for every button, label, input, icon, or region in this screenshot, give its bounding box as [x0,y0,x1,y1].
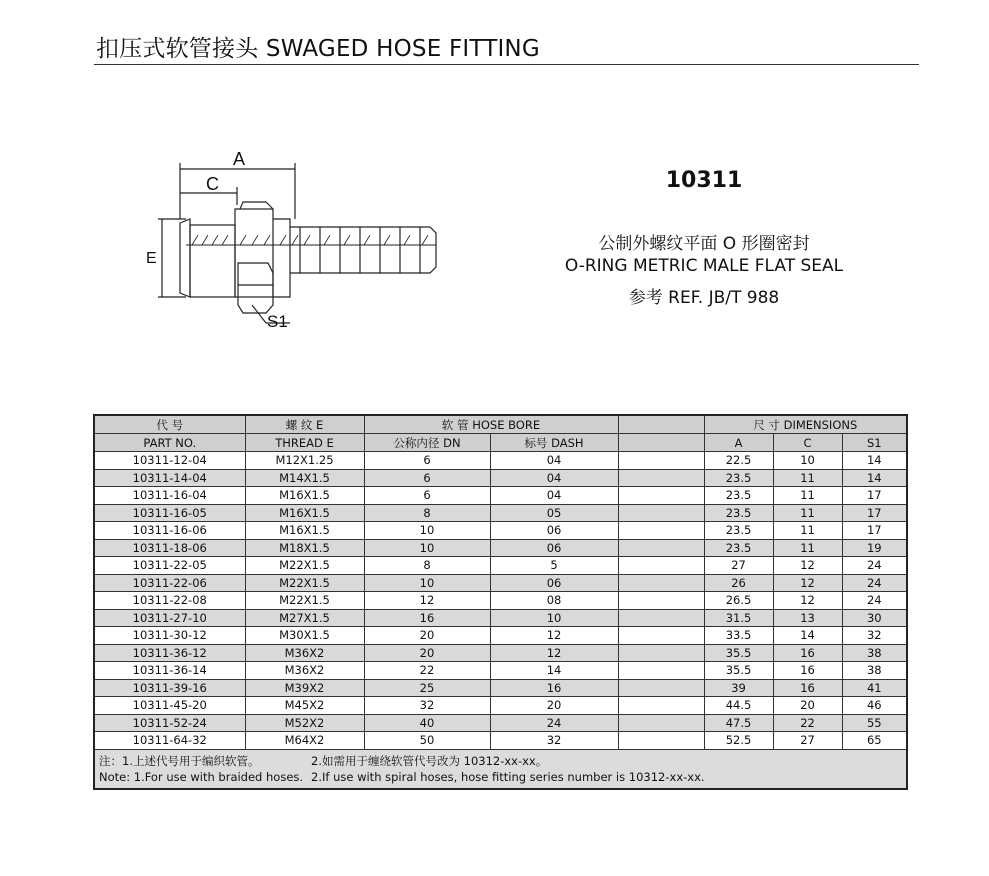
cell-a: 35.5 [704,662,773,680]
reference-standard: 参考 REF. JB/T 988 [628,288,780,308]
cell-blank [618,644,704,662]
cell-dn: 40 [364,714,490,732]
cell-part: 10311-22-05 [94,557,245,575]
cell-dn: 32 [364,697,490,715]
cell-thread: M39X2 [245,679,364,697]
cell-s1: 24 [842,557,907,575]
cell-dn: 6 [364,487,490,505]
cell-thread: M18X1.5 [245,539,364,557]
header-part-no: PART NO. [94,434,245,452]
cell-part: 10311-30-12 [94,627,245,645]
cell-a: 23.5 [704,487,773,505]
header-s1: S1 [842,434,907,452]
cell-c: 11 [773,539,842,557]
fitting-drawing [140,145,450,345]
cell-dn: 6 [364,469,490,487]
header-hose-bore: 软 管 HOSE BORE [364,415,618,434]
cell-part: 10311-27-10 [94,609,245,627]
cell-s1: 30 [842,609,907,627]
note-en-2: 2.If use with spiral hoses, hose fitting series number is 10312-xx-xx. [311,769,705,784]
cell-dn: 8 [364,504,490,522]
cell-blank [618,452,704,470]
table-row [94,592,907,610]
note-en-1: Note: 1.For use with braided hoses. [99,769,304,784]
cell-dn: 50 [364,732,490,750]
header-a: A [704,434,773,452]
cell-s1: 14 [842,452,907,470]
cell-s1: 17 [842,504,907,522]
cell-blank [618,697,704,715]
cell-c: 16 [773,644,842,662]
cell-dn: 16 [364,609,490,627]
header-dn: 公称内径 DN [364,434,490,452]
description-cn: 公制外螺纹平面 O 形圈密封 [598,234,810,254]
header-thread-cn: 螺 纹 E [245,415,364,434]
table-row [94,679,907,697]
cell-thread: M27X1.5 [245,609,364,627]
cell-a: 31.5 [704,609,773,627]
cell-c: 11 [773,504,842,522]
cell-thread: M16X1.5 [245,522,364,540]
cell-dash: 06 [490,539,618,557]
cell-c: 16 [773,662,842,680]
cell-dn: 8 [364,557,490,575]
cell-a: 26 [704,574,773,592]
cell-part: 10311-22-08 [94,592,245,610]
cell-dn: 10 [364,522,490,540]
cell-thread: M16X1.5 [245,487,364,505]
cell-a: 23.5 [704,504,773,522]
cell-blank [618,487,704,505]
cell-dash: 20 [490,697,618,715]
cell-thread: M30X1.5 [245,627,364,645]
cell-dash: 04 [490,487,618,505]
cell-blank [618,679,704,697]
cell-dn: 12 [364,592,490,610]
cell-dash: 08 [490,592,618,610]
cell-a: 52.5 [704,732,773,750]
cell-thread: M36X2 [245,644,364,662]
cell-c: 12 [773,592,842,610]
cell-part: 10311-14-04 [94,469,245,487]
table-row [94,469,907,487]
cell-s1: 19 [842,539,907,557]
cell-s1: 55 [842,714,907,732]
cell-s1: 17 [842,487,907,505]
table-row [94,504,907,522]
note-cn-1: 注：1.上述代号用于编织软管。 [99,753,260,768]
cell-dash: 5 [490,557,618,575]
dim-label-c: C [206,174,219,194]
header-dash: 标号 DASH [490,434,618,452]
title-rule [94,64,919,65]
table-row [94,732,907,750]
dim-label-s1: S1 [267,312,288,331]
cell-c: 11 [773,522,842,540]
page-title: 扣压式软管接头 SWAGED HOSE FITTING [96,36,540,62]
cell-a: 33.5 [704,627,773,645]
cell-part: 10311-45-20 [94,697,245,715]
description-en: O-RING METRIC MALE FLAT SEAL [564,256,844,276]
table-row [94,487,907,505]
cell-c: 11 [773,469,842,487]
cell-thread: M52X2 [245,714,364,732]
cell-blank [618,574,704,592]
spec-table [93,414,908,790]
cell-dash: 16 [490,679,618,697]
header-row-2 [94,434,907,452]
cell-blank [618,504,704,522]
part-number: 10311 [665,168,743,193]
cell-thread: M36X2 [245,662,364,680]
cell-blank [618,522,704,540]
table-row [94,714,907,732]
table-row [94,522,907,540]
cell-thread: M14X1.5 [245,469,364,487]
header-c: C [773,434,842,452]
cell-thread: M16X1.5 [245,504,364,522]
cell-c: 14 [773,627,842,645]
note-cn-2: 2.如需用于缠绕软管代号改为 10312-xx-xx。 [311,753,548,768]
notes-row [94,749,907,789]
table-row [94,697,907,715]
cell-part: 10311-18-06 [94,539,245,557]
cell-blank [618,592,704,610]
cell-dash: 14 [490,662,618,680]
cell-thread: M22X1.5 [245,574,364,592]
cell-s1: 38 [842,662,907,680]
notes-cell [94,749,907,789]
cell-part: 10311-52-24 [94,714,245,732]
cell-s1: 24 [842,574,907,592]
cell-dash: 06 [490,522,618,540]
cell-a: 23.5 [704,469,773,487]
table-row [94,539,907,557]
cell-s1: 24 [842,592,907,610]
cell-part: 10311-22-06 [94,574,245,592]
cell-a: 35.5 [704,644,773,662]
cell-dash: 12 [490,627,618,645]
dim-label-a: A [233,149,246,169]
cell-c: 13 [773,609,842,627]
cell-part: 10311-12-04 [94,452,245,470]
cell-a: 47.5 [704,714,773,732]
cell-s1: 38 [842,644,907,662]
dim-label-e: E [146,250,157,267]
table-row [94,574,907,592]
cell-dn: 10 [364,539,490,557]
cell-c: 16 [773,679,842,697]
header-dimensions: 尺 寸 DIMENSIONS [704,415,907,434]
cell-s1: 14 [842,469,907,487]
cell-a: 26.5 [704,592,773,610]
cell-part: 10311-16-05 [94,504,245,522]
cell-blank [618,627,704,645]
header-blank [618,434,704,452]
cell-part: 10311-16-06 [94,522,245,540]
cell-blank [618,539,704,557]
table-row [94,609,907,627]
cell-a: 22.5 [704,452,773,470]
cell-s1: 32 [842,627,907,645]
cell-thread: M45X2 [245,697,364,715]
cell-s1: 46 [842,697,907,715]
cell-dn: 20 [364,644,490,662]
table-row [94,627,907,645]
cell-dn: 10 [364,574,490,592]
cell-thread: M64X2 [245,732,364,750]
cell-part: 10311-16-04 [94,487,245,505]
cell-s1: 41 [842,679,907,697]
cell-dash: 24 [490,714,618,732]
cell-thread: M22X1.5 [245,557,364,575]
cell-dn: 6 [364,452,490,470]
table-row [94,557,907,575]
cell-blank [618,557,704,575]
cell-blank [618,714,704,732]
cell-c: 20 [773,697,842,715]
cell-dash: 05 [490,504,618,522]
cell-dash: 04 [490,469,618,487]
cell-c: 12 [773,557,842,575]
cell-c: 12 [773,574,842,592]
cell-part: 10311-36-14 [94,662,245,680]
cell-part: 10311-36-12 [94,644,245,662]
cell-a: 23.5 [704,539,773,557]
cell-blank [618,469,704,487]
cell-part: 10311-39-16 [94,679,245,697]
cell-dash: 10 [490,609,618,627]
cell-dash: 32 [490,732,618,750]
table-row [94,452,907,470]
cell-s1: 65 [842,732,907,750]
header-thread-e: THREAD E [245,434,364,452]
cell-c: 27 [773,732,842,750]
cell-part: 10311-64-32 [94,732,245,750]
header-part-cn: 代 号 [94,415,245,434]
cell-dn: 20 [364,627,490,645]
table-row [94,644,907,662]
cell-dash: 04 [490,452,618,470]
cell-c: 11 [773,487,842,505]
cell-dash: 12 [490,644,618,662]
cell-blank [618,662,704,680]
cell-dn: 25 [364,679,490,697]
cell-blank [618,732,704,750]
cell-dn: 22 [364,662,490,680]
table-row [94,662,907,680]
cell-thread: M12X1.25 [245,452,364,470]
cell-c: 22 [773,714,842,732]
header-row-1 [94,415,907,434]
cell-s1: 17 [842,522,907,540]
cell-a: 23.5 [704,522,773,540]
cell-blank [618,609,704,627]
cell-c: 10 [773,452,842,470]
cell-thread: M22X1.5 [245,592,364,610]
cell-dash: 06 [490,574,618,592]
cell-a: 27 [704,557,773,575]
cell-a: 44.5 [704,697,773,715]
cell-a: 39 [704,679,773,697]
header-blank [618,415,704,434]
